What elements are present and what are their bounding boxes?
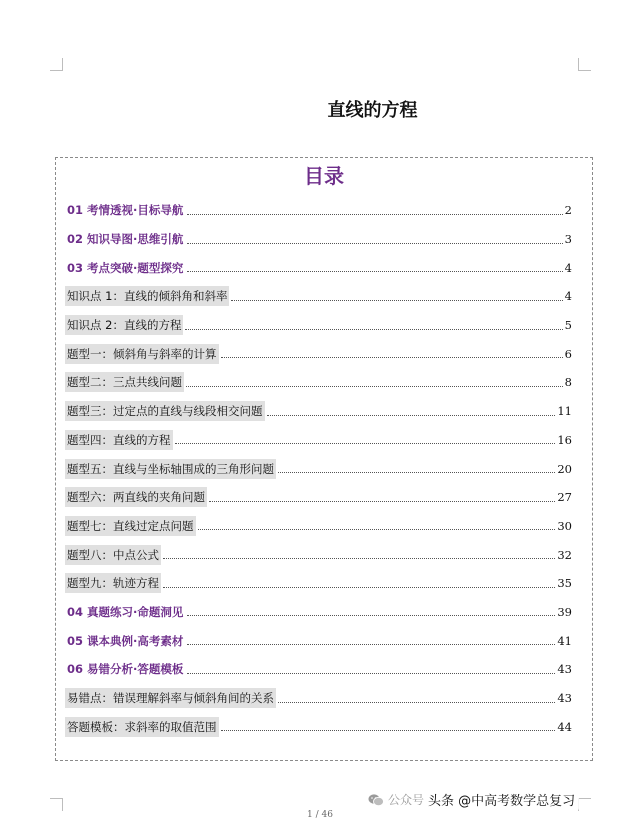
- toc-dot-leader: [198, 529, 556, 530]
- toc-dot-leader: [186, 386, 563, 387]
- toc-subentry[interactable]: [65, 483, 572, 512]
- toc-page-number: 32: [557, 547, 572, 562]
- toc-page-number: 11: [557, 404, 572, 419]
- page-corner-mark: [50, 58, 63, 71]
- toc-list: [65, 196, 572, 741]
- toc-dot-leader: [187, 214, 562, 215]
- toc-subentry[interactable]: [65, 712, 572, 741]
- toc-dot-leader: [175, 443, 556, 444]
- toc-entry-label: 题型九：轨迹方程: [65, 573, 161, 593]
- toc-dot-leader: [163, 587, 555, 588]
- toc-page-number: 4: [564, 260, 572, 275]
- toc-dot-leader: [185, 329, 562, 330]
- toc-dot-leader: [187, 615, 555, 616]
- toc-subentry[interactable]: [65, 512, 572, 541]
- toc-entry-label: 题型五：直线与坐标轴围成的三角形问题: [65, 459, 276, 479]
- toc-section-entry[interactable]: [65, 626, 572, 655]
- toc-page-number: 41: [557, 633, 572, 648]
- toc-entry-label: 题型二：三点共线问题: [65, 372, 184, 392]
- toc-subentry[interactable]: [65, 426, 572, 455]
- toc-subentry[interactable]: [65, 339, 572, 368]
- toc-page-number: 20: [557, 461, 572, 476]
- toc-page-number: 39: [557, 604, 572, 619]
- toc-page-number: 5: [564, 318, 572, 333]
- toc-page-number: 8: [564, 375, 572, 390]
- toc-entry-label: 01 考情透视·目标导航: [67, 203, 184, 218]
- toc-subentry[interactable]: [65, 368, 572, 397]
- page-indicator: 1 / 46: [307, 810, 333, 820]
- toc-section-entry[interactable]: [65, 196, 572, 225]
- toc-dot-leader: [187, 644, 555, 645]
- toc-dot-leader: [278, 472, 555, 473]
- toc-entry-label: 易错点：错误理解斜率与倾斜角间的关系: [65, 688, 276, 708]
- page-corner-mark: [578, 58, 591, 71]
- toc-page-number: 4: [564, 289, 572, 304]
- toc-dot-leader: [187, 271, 562, 272]
- document-title: 直线的方程: [327, 100, 418, 121]
- toc-entry-label: 题型七：直线过定点问题: [65, 516, 196, 536]
- watermark: [366, 788, 579, 811]
- toc-page-number: 2: [564, 203, 572, 218]
- toc-heading: 目录: [304, 164, 344, 188]
- toc-subentry[interactable]: [65, 454, 572, 483]
- toc-entry-label: 03 考点突破·题型探究: [67, 260, 184, 275]
- toc-section-entry[interactable]: [65, 253, 572, 282]
- toc-section-entry[interactable]: [65, 225, 572, 254]
- toc-subentry[interactable]: [65, 397, 572, 426]
- watermark-prefix: 公众号: [388, 793, 425, 807]
- toc-entry-label: 题型八：中点公式: [65, 545, 161, 565]
- toc-entry-label: 知识点 1：直线的倾斜角和斜率: [65, 286, 229, 306]
- toc-entry-label: 知识点 2：直线的方程: [65, 315, 183, 335]
- toc-subentry[interactable]: [65, 569, 572, 598]
- toc-entry-label: 题型六：两直线的夹角问题: [65, 487, 207, 507]
- toc-dot-leader: [221, 357, 563, 358]
- toc-dot-leader: [278, 702, 555, 703]
- toc-dot-leader: [267, 415, 556, 416]
- toc-page-number: 30: [557, 518, 572, 533]
- toc-entry-label: 题型三：过定点的直线与线段相交问题: [65, 401, 265, 421]
- toc-entry-label: 答题模板：求斜率的取值范围: [65, 717, 219, 737]
- toc-dot-leader: [231, 300, 562, 301]
- toc-entry-label: 02 知识导图·思维引航: [67, 232, 184, 247]
- toc-page-number: 43: [557, 691, 572, 706]
- toc-entry-label: 05 课本典例·高考素材: [67, 633, 184, 648]
- toc-entry-label: 题型四：直线的方程: [65, 430, 173, 450]
- toc-page-number: 27: [557, 490, 572, 505]
- toc-page-number: 35: [557, 576, 572, 591]
- toc-subentry[interactable]: [65, 311, 572, 340]
- toc-dot-leader: [187, 673, 555, 674]
- toc-page-number: 6: [564, 346, 572, 361]
- toc-dot-leader: [209, 501, 555, 502]
- toc-entry-label: 06 易错分析·答题模板: [67, 662, 184, 677]
- toc-page-number: 3: [564, 232, 572, 247]
- toc-page-number: 43: [557, 662, 572, 677]
- table-of-contents: [55, 157, 593, 761]
- toc-entry-label: 题型一：倾斜角与斜率的计算: [65, 344, 219, 364]
- toc-subentry[interactable]: [65, 282, 572, 311]
- toc-subentry[interactable]: [65, 540, 572, 569]
- toc-page-number: 16: [557, 432, 572, 447]
- toc-page-number: 44: [557, 719, 572, 734]
- wechat-icon: [368, 793, 384, 807]
- toc-entry-label: 04 真题练习·命题洞见: [67, 604, 184, 619]
- toc-section-entry[interactable]: [65, 598, 572, 627]
- toc-subentry[interactable]: [65, 684, 572, 713]
- watermark-text: 头条 @中高考数学总复习: [428, 794, 576, 809]
- toc-dot-leader: [187, 243, 562, 244]
- toc-dot-leader: [163, 558, 555, 559]
- toc-dot-leader: [221, 730, 556, 731]
- toc-section-entry[interactable]: [65, 655, 572, 684]
